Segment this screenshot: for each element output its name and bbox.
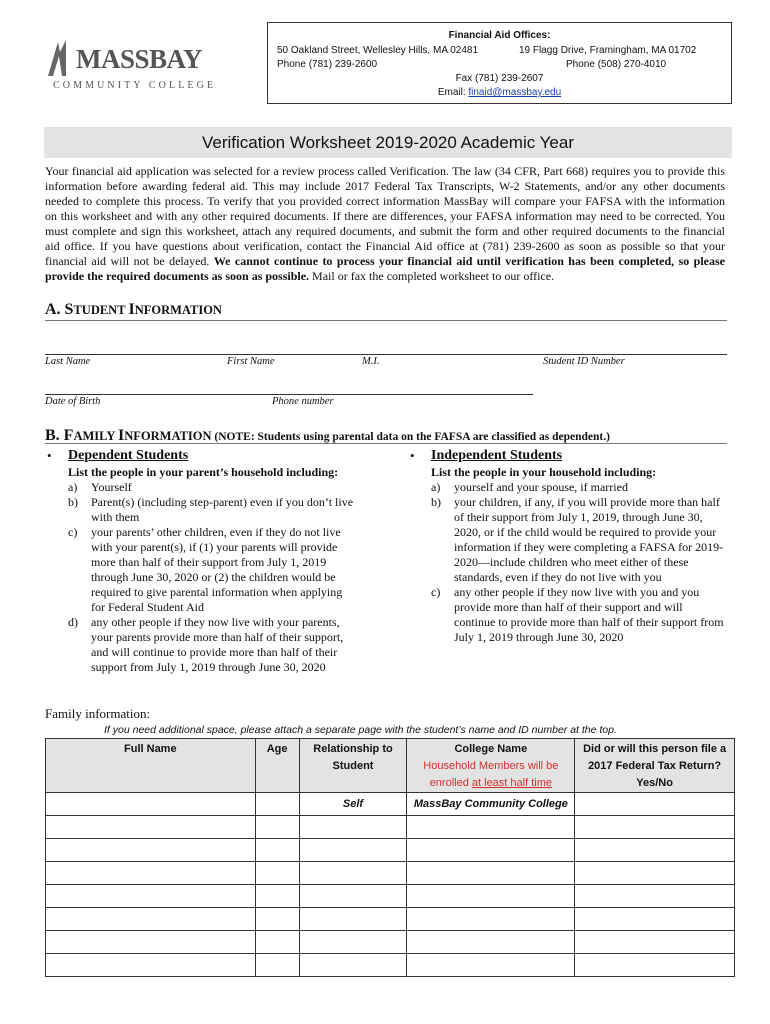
list-item: b) Parent(s) (including step-parent) even if you don’t live with them [68, 495, 354, 524]
table-row [46, 954, 735, 977]
offices-title: Financial Aid Offices: [448, 30, 551, 41]
age-cell[interactable] [255, 954, 299, 977]
age-cell[interactable] [255, 816, 299, 839]
age-cell[interactable] [255, 885, 299, 908]
list-item: c) any other people if they now live with you and you provide more than half of their support and will continue to provide more than half of their support from July 1, 2019 through June 30, 2020 [431, 585, 724, 644]
wellesley-phone: Phone (781) 239-2600 [277, 59, 378, 70]
name-cell[interactable] [46, 885, 256, 908]
college-cell[interactable] [407, 885, 575, 908]
relationship-cell: Self [299, 793, 407, 816]
relationship-cell[interactable] [299, 862, 407, 885]
age-cell[interactable] [255, 793, 299, 816]
relationship-cell[interactable] [299, 885, 407, 908]
family-info-note: If you need additional space, please attach a separate page with the student’s name and ID number at the top. [104, 724, 617, 736]
college-cell[interactable] [407, 816, 575, 839]
list-item: a) yourself and your spouse, if married [431, 480, 628, 494]
relationship-cell[interactable] [299, 839, 407, 862]
last-name-label: Last Name [45, 356, 91, 367]
dob-label: Date of Birth [45, 396, 101, 407]
header-tax-return: Did or will this person file a 2017 Federal Tax Return? Yes/No [575, 739, 735, 793]
independent-list-head: List the people in your household including: [431, 465, 657, 479]
name-cell[interactable] [46, 954, 256, 977]
dob-phone-line[interactable] [45, 394, 533, 395]
table-row [46, 839, 735, 862]
header-relationship: Relationship to Student [299, 739, 407, 793]
independent-list [431, 465, 726, 645]
title-bar [44, 127, 732, 158]
massbay-logo [44, 36, 224, 96]
table-header-row [46, 739, 735, 793]
page-title: Verification Worksheet 2019-2020 Academic Year [201, 132, 575, 152]
relationship-cell[interactable] [299, 816, 407, 839]
intro-text: Your financial aid application was selected for a review process called Verification. The law (34 CFR, Part 668) requires you to provide this information before awarding federal aid. This may include 2017 Federal Tax Transcripts, W-2 Statements, and/or any other documents needed to complete this process. To verify that you provided correct information MassBay will compare your FAFSA with the information on this worksheet and with any other required documents. If there are differences, your FAFSA information may need to be corrected. You must complete and sign this worksheet, attach any required documents, and submit the form and other required documents to the financial aid office. If you have questions about verification, contact the Financial Aid office at (781) 239-2600 as soon as possible so that your financial aid will not be delayed. [45, 164, 725, 268]
college-cell[interactable] [407, 931, 575, 954]
wellesley-address: 50 Oakland Street, Wellesley Hills, MA 02481 [277, 45, 479, 56]
intro-tail: Mail or fax the completed worksheet to our office. [309, 269, 555, 283]
dependent-list [68, 465, 358, 675]
tax-cell[interactable] [575, 862, 735, 885]
name-cell[interactable] [46, 908, 256, 931]
email-link[interactable]: finaid@massbay.edu [468, 87, 562, 98]
family-info-label: Family information: [45, 706, 151, 721]
table-row [46, 793, 735, 816]
name-cell[interactable] [46, 862, 256, 885]
relationship-cell[interactable] [299, 954, 407, 977]
section-b-rule [45, 443, 727, 444]
financial-aid-offices-box [267, 22, 732, 104]
age-cell[interactable] [255, 931, 299, 954]
relationship-cell[interactable] [299, 908, 407, 931]
name-cell[interactable] [46, 816, 256, 839]
dependent-list-head: List the people in your parent’s household including: [68, 465, 339, 479]
bullet-icon: • [47, 448, 52, 463]
college-cell[interactable] [407, 839, 575, 862]
age-cell[interactable] [255, 862, 299, 885]
first-name-label: First Name [227, 356, 275, 367]
relationship-cell[interactable] [299, 931, 407, 954]
list-item: b) your children, if any, if you will provide more than half of their support from July 1, 2019, through June 30, 2020, or if the child would be required to provide your information if they were completing a FAFSA for 2019-2020—include children who meet either of these standards, even if they do not live with you [431, 495, 724, 584]
section-b-heading: B. FAMILY INFORMATION (NOTE: Students using parental data on the FAFSA are classified as dependent.) [45, 427, 610, 444]
massbay-logo-icon [44, 38, 74, 78]
table-row [46, 862, 735, 885]
table-row [46, 908, 735, 931]
header-age: Age [255, 739, 299, 793]
fax-number: Fax (781) 239-2607 [455, 73, 544, 84]
name-cell[interactable] [46, 931, 256, 954]
email-label: Email: [437, 87, 469, 98]
name-cell[interactable] [46, 793, 256, 816]
college-cell: MassBay Community College [407, 793, 575, 816]
framingham-address: 19 Flagg Drive, Framingham, MA 01702 [519, 45, 697, 56]
college-cell[interactable] [407, 954, 575, 977]
tax-cell[interactable] [575, 839, 735, 862]
table-row [46, 885, 735, 908]
framingham-phone: Phone (508) 270-4010 [566, 59, 667, 70]
name-cell[interactable] [46, 839, 256, 862]
tax-cell[interactable] [575, 954, 735, 977]
section-a-heading: A. STUDENT INFORMATION [45, 301, 222, 318]
tax-cell[interactable] [575, 931, 735, 954]
phone-label: Phone number [272, 396, 334, 407]
logo-college: COMMUNITY COLLEGE [53, 80, 217, 91]
student-id-label: Student ID Number [543, 356, 625, 367]
age-cell[interactable] [255, 839, 299, 862]
independent-title: Independent Students [431, 448, 563, 463]
table-row [46, 816, 735, 839]
dependent-title: Dependent Students [68, 448, 189, 463]
table-row [46, 931, 735, 954]
tax-cell[interactable] [575, 793, 735, 816]
mi-label: M.I. [362, 356, 380, 367]
list-item: c) your parents’ other children, even if they do not live with your parent(s), if (1) your parents will provide more than half of their support from July 1, 2019 through June 30, 2020 or (2) the children would be required to give parental information when applying for Federal Student Aid [68, 525, 343, 614]
intro-paragraph [45, 164, 725, 284]
section-b-note: (NOTE: Students using parental data on the FAFSA are classified as dependent.) [211, 431, 610, 443]
list-item: a) Yourself [68, 480, 132, 494]
list-item: d) any other people if they now live with your parents, your parents provide more than half of their support, and will continue to provide more than half of their support from July 1, 2019 through June 30, 2020 [68, 615, 344, 674]
tax-cell[interactable] [575, 816, 735, 839]
header-full-name: Full Name [46, 739, 256, 793]
age-cell[interactable] [255, 908, 299, 931]
bullet-icon: • [410, 448, 415, 463]
college-cell[interactable] [407, 862, 575, 885]
email-line [268, 86, 731, 100]
tax-cell[interactable] [575, 908, 735, 931]
name-fields-line[interactable] [45, 354, 727, 355]
college-cell[interactable] [407, 908, 575, 931]
tax-cell[interactable] [575, 885, 735, 908]
intro-bold: We cannot continue to process your financial aid until verification has been completed, so please provide the required documents as soon as possible. [45, 254, 725, 283]
logo-brand: MASSBAY [76, 44, 203, 74]
family-table [45, 738, 735, 977]
header-college: College Name Household Members will be enrolled at least half time [407, 739, 575, 793]
section-a-rule [45, 320, 727, 321]
